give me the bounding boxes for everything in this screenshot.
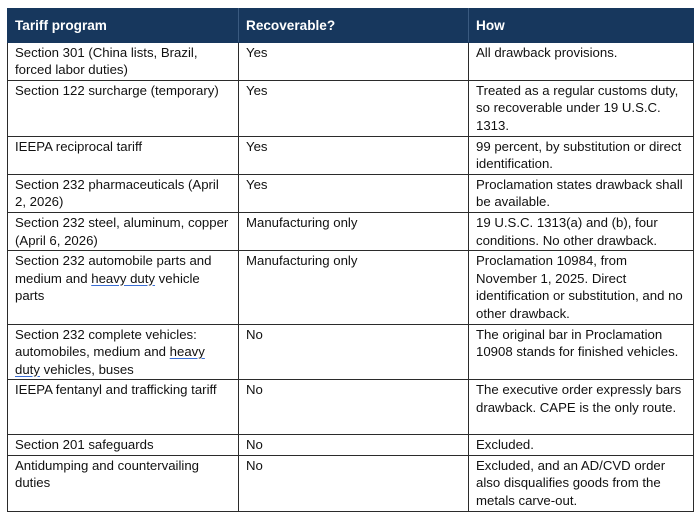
cell-text-part: Section 232 complete vehicles: automobiles, medium and <box>15 326 197 360</box>
table-row <box>8 174 694 212</box>
cell-tariff-program <box>8 324 239 380</box>
table-row <box>8 380 694 435</box>
cell-how: Proclamation states drawback shall be available. <box>469 174 694 212</box>
table-row <box>8 136 694 174</box>
cell-how: Excluded. <box>469 435 694 456</box>
cell-how: Excluded, and an AD/CVD order also disqualifies goods from the metals carve-out. <box>469 455 694 511</box>
table-row <box>8 455 694 511</box>
table-row <box>8 212 694 250</box>
table-row <box>8 435 694 456</box>
column-header-how: How <box>469 9 694 43</box>
table-row <box>8 324 694 380</box>
table-row <box>8 42 694 80</box>
cell-how: Proclamation 10984, from November 1, 2025. Direct identification or substitution, and no other drawback. <box>469 251 694 324</box>
cell-tariff-program: Section 201 safeguards <box>8 435 239 456</box>
table-row <box>8 251 694 324</box>
cell-recoverable: Manufacturing only <box>239 251 469 324</box>
cell-how: 19 U.S.C. 1313(a) and (b), four conditions. No other drawback. <box>469 212 694 250</box>
cell-tariff-program: Section 232 pharmaceuticals (April 2, 2026) <box>8 174 239 212</box>
table-row <box>8 80 694 136</box>
cell-recoverable: Yes <box>239 42 469 80</box>
cell-recoverable: Yes <box>239 80 469 136</box>
cell-tariff-program: Section 122 surcharge (temporary) <box>8 80 239 136</box>
cell-how: All drawback provisions. <box>469 42 694 80</box>
table-header-row <box>8 9 694 43</box>
cell-recoverable: Yes <box>239 136 469 174</box>
spellcheck-underlined-text: heavy duty <box>91 270 156 286</box>
cell-text-part: vehicles, buses <box>39 361 134 377</box>
tariff-table-container <box>7 8 693 512</box>
cell-tariff-program: Antidumping and countervailing duties <box>8 455 239 511</box>
column-header-recoverable: Recoverable? <box>239 9 469 43</box>
cell-how: The original bar in Proclamation 10908 stands for finished vehicles. <box>469 324 694 380</box>
cell-tariff-program: IEEPA fentanyl and trafficking tariff <box>8 380 239 435</box>
cell-text-part: Section 232 automobile parts and medium and <box>15 253 212 286</box>
cell-recoverable: No <box>239 380 469 435</box>
cell-tariff-program: Section 232 steel, aluminum, copper (April 6, 2026) <box>8 212 239 250</box>
column-header-tariff-program: Tariff program <box>8 9 239 43</box>
cell-text-part: vehicle parts <box>15 270 200 304</box>
spellcheck-underlined-text: heavy duty <box>15 344 205 377</box>
cell-recoverable: No <box>239 455 469 511</box>
cell-how: 99 percent, by substitution or direct identification. <box>469 136 694 174</box>
cell-tariff-program <box>8 251 239 324</box>
cell-recoverable: No <box>239 435 469 456</box>
cell-recoverable: No <box>239 324 469 380</box>
cell-recoverable: Yes <box>239 174 469 212</box>
cell-recoverable: Manufacturing only <box>239 212 469 250</box>
cell-how: Treated as a regular customs duty, so recoverable under 19 U.S.C. 1313. <box>469 80 694 136</box>
cell-tariff-program: Section 301 (China lists, Brazil, forced labor duties) <box>8 42 239 80</box>
cell-how: The executive order expressly bars drawback. CAPE is the only route. <box>469 380 694 435</box>
tariff-drawback-table <box>7 8 694 512</box>
cell-tariff-program: IEEPA reciprocal tariff <box>8 136 239 174</box>
